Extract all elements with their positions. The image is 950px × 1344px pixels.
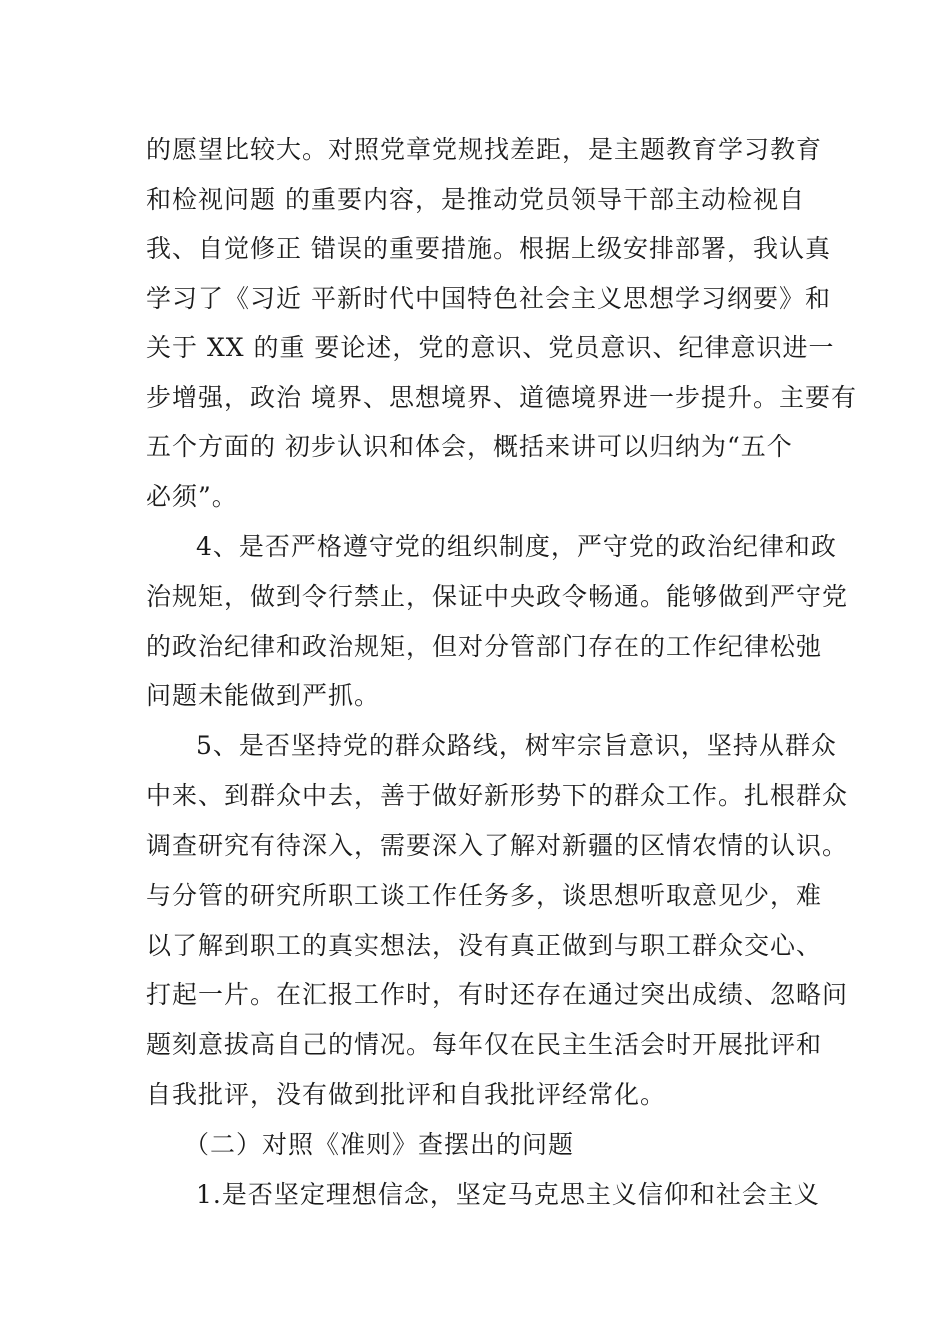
text-line: 5、是否坚持党的群众路线，树牢宗旨意识，坚持从群众 <box>196 731 837 760</box>
text-line: 4、是否严格遵守党的组织制度，严守党的政治纪律和政 <box>196 532 837 561</box>
text-line: 中来、到群众中去，善于做好新形势下的群众工作。扎根群众 <box>146 781 849 810</box>
text-line: 必须”。 <box>146 482 238 511</box>
text-line: 我、自觉修正 错误的重要措施。根据上级安排部署，我认真 <box>146 234 831 263</box>
text-line: 学习了《习近 平新时代中国特色社会主义思想学习纲要》和 <box>146 284 831 313</box>
text-line: 与分管的研究所职工谈工作任务多，谈思想听取意见少，难 <box>146 881 823 910</box>
text-line: 打起一片。在汇报工作时，有时还存在通过突出成绩、忽略问 <box>146 980 849 1009</box>
section-heading: （二）对照《准则》查摆出的问题 <box>184 1130 575 1159</box>
text-line: 关于 XX 的重 要论述，党的意识、党员意识、纪律意识进一 <box>146 333 835 362</box>
text-line: 步增强，政治 境界、思想境界、道德境界进一步提升。主要有 <box>146 383 857 412</box>
text-line: 的政治纪律和政治规矩，但对分管部门存在的工作纪律松弛 <box>146 632 823 661</box>
text-line: 1.是否坚定理想信念，坚定马克思主义信仰和社会主义 <box>196 1180 820 1209</box>
text-line: 自我批评，没有做到批评和自我批评经常化。 <box>146 1080 667 1109</box>
text-line: 调查研究有待深入，需要深入了解对新疆的区情农情的认识。 <box>146 831 849 860</box>
text-line: 治规矩，做到令行禁止，保证中央政令畅通。能够做到严守党 <box>146 582 849 611</box>
text-line: 问题未能做到严抓。 <box>146 681 381 710</box>
text-line: 和检视问题 的重要内容，是推动党员领导干部主动检视自 <box>146 185 805 214</box>
text-line: 的愿望比较大。对照党章党规找差距，是主题教育学习教育 <box>146 135 823 164</box>
text-line: 五个方面的 初步认识和体会，概括来讲可以归纳为“五个 <box>146 432 793 461</box>
text-line: 以了解到职工的真实想法，没有真正做到与职工群众交心、 <box>146 931 823 960</box>
text-line: 题刻意拔高自己的情况。每年仅在民主生活会时开展批评和 <box>146 1030 823 1059</box>
